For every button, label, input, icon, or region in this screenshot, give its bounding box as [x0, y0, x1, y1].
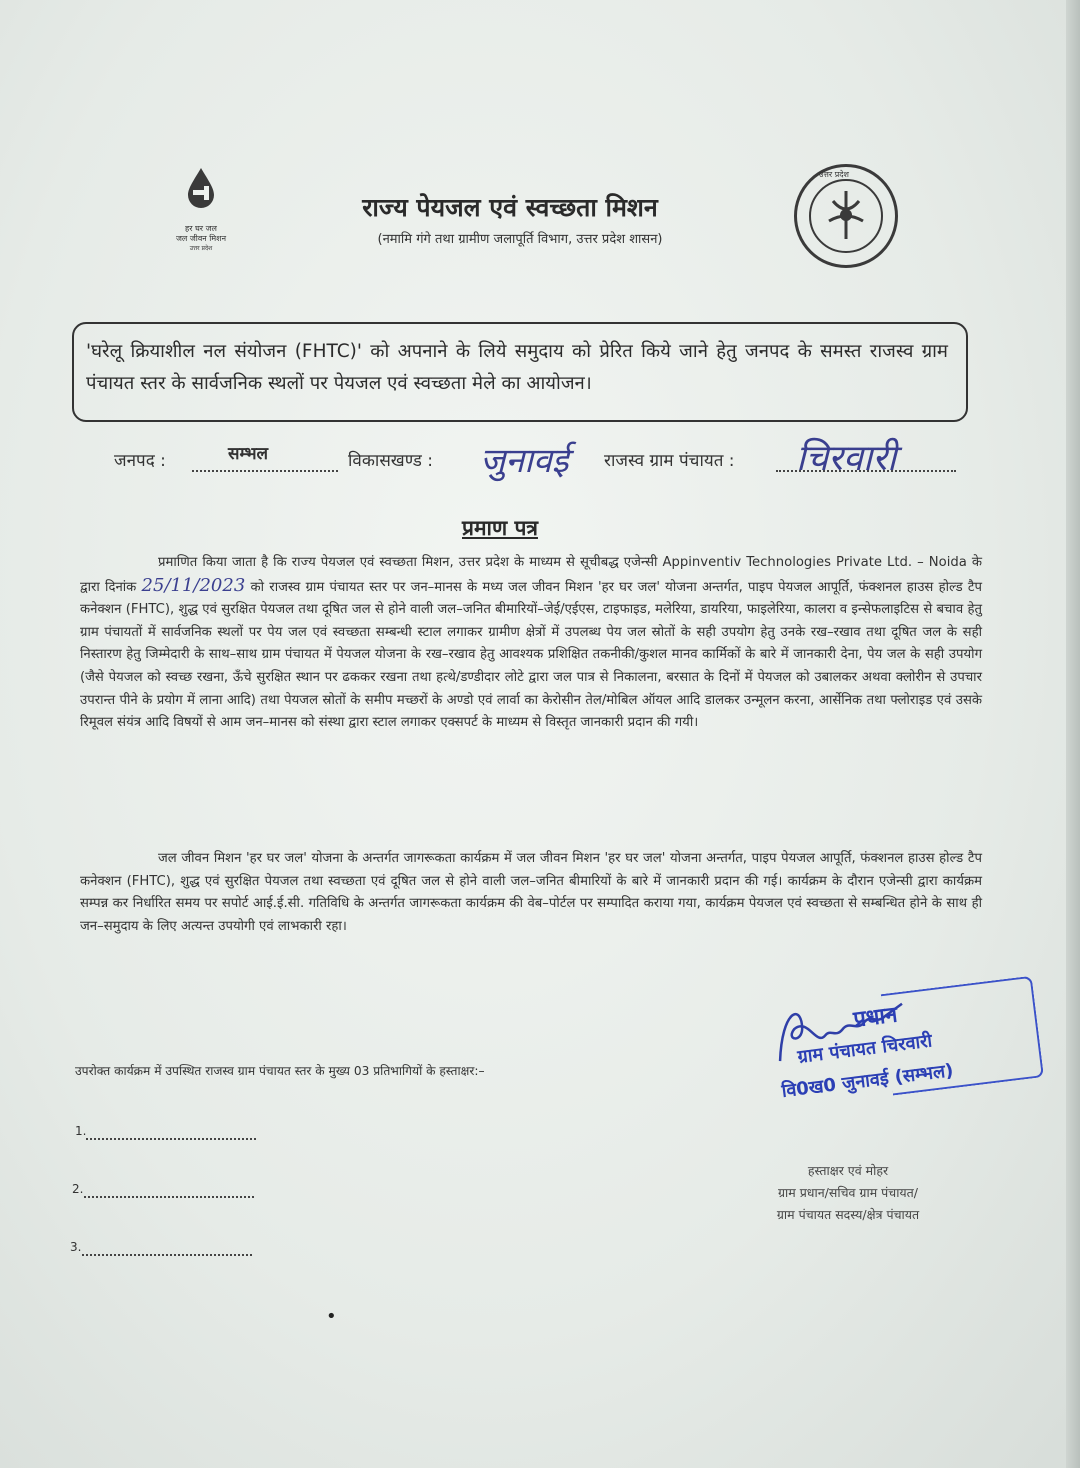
- signature-2-number: 2.: [72, 1182, 84, 1196]
- page-edge-shadow: [1066, 0, 1080, 1468]
- signature-3-line: [82, 1254, 252, 1256]
- signatory-block: [718, 1160, 978, 1226]
- signatory-line-3: ग्राम पंचायत सदस्य/क्षेत्र पंचायत: [776, 1207, 920, 1222]
- stamp-line-gram-panchayat: ग्राम पंचायत चिरवारी: [796, 1030, 934, 1068]
- certificate-paragraph-1: [80, 552, 982, 735]
- mission-title: राज्य पेयजल एवं स्वच्छता मिशन: [362, 193, 658, 222]
- para1-text-b: को राजस्व ग्राम पंचायत स्तर पर जन–मानस के मध्य जल जीवन मिशन 'हर घर जल' योजना अन्तर्गत, पाइप पेयजल आपूर्ति, फंक्शनल हाउस होल्ड टैप कनेक्शन (FHTC), शुद्ध एवं सुरक्षित पेयजल तथा दूषित जल से होने वाली जल–जनित बीमारियों–जेई/एईएस, टाइफाइड, मलेरिया, डायरिया, फाइलेरिया, कालरा व इन्सेफलाइटिस से बचाव हेतु ग्राम पंचायतों में सार्वजनिक स्थलों पर पेय जल एवं स्वच्छता सम्बन्धी स्टाल लगाकर ग्रामीण क्षेत्रों में उपलब्ध पेय जल स्रोतों के सही उपयोग हेतु उनके रख–रखाव तथा दूषित जल के सही निस्तारण हेतु जिम्मेदारी के साथ–साथ ग्राम पंचायत में पेयजल योजना के रख–रखाव हेतु आवश्यक प्रशिक्षित तकनीकी/कुशल मानव कार्मिकों के बारे में जानकारी देना, पेय जल के सही उपयोग (जैसे पेयजल को स्वच्छ रखना, ऊँचे सुरक्षित स्थान पर ढककर रखना तथा हत्थे/डण्डीदार लोटे द्वारा जल पात्र से निकालना, बरसात के दिनों में पेयजल को उबालकर अथवा क्लोरीन से उपचार उपरान्त पीने के प्रयोग में लाना आदि) तथा पेयजल स्रोतों के समीप मच्छरों के अण्डो एवं लार्वा का केरोसीन तेल/मोबिल ऑयल आदि डालकर उन्मूलन करना, आर्सेनिक तथा फ्लोराइड एवं उसके रिमूवल संयंत्र आदि विषयों से आम जन–मानस को संस्था द्वारा स्टाल लगाकर एक्सपर्ट के माध्यम से विस्तृत जानकारी प्रदान की गयी।: [80, 579, 982, 731]
- seal-inner-ring: [809, 179, 883, 253]
- block-value-handwritten: जुनावई: [480, 441, 569, 481]
- water-drop-icon: [184, 166, 218, 210]
- signature-1-line: [86, 1138, 256, 1140]
- logo-caption-2: जल जीवन मिशन: [175, 234, 227, 243]
- ink-mark: •: [326, 1306, 337, 1327]
- stamp-line-pradhan: प्रधान: [852, 1002, 899, 1033]
- logo-caption-1: हर घर जल: [185, 224, 217, 233]
- signatory-line-2: ग्राम प्रधान/सचिव ग्राम पंचायत/: [777, 1185, 919, 1200]
- block-label: विकासखण्ड :: [348, 451, 434, 471]
- para1-text-a: प्रमाणित किया जाता है कि राज्य पेयजल एवं स्वच्छता मिशन, उत्तर प्रदेश के माध्यम से सूचीबद्ध एजेन्सी Appinventiv Technologies Private Ltd. – Noida के द्वारा दिनांक: [80, 555, 982, 595]
- event-date-handwritten: 25/11/2023: [141, 574, 246, 596]
- stamp-line-block: वि0ख0 जुनावई (सम्भल): [780, 1060, 955, 1102]
- district-dotted-line: [192, 470, 338, 472]
- signature-1-number: 1.: [75, 1124, 87, 1138]
- panchayat-value-handwritten: चिरवारी: [796, 438, 897, 479]
- event-banner-text: 'घरेलू क्रियाशील नल संयोजन (FHTC)' को अपनाने के लिये समुदाय को प्रेरित किये जाने हेतु जनपद के समस्त राजस्व ग्राम पंचायत स्तर के सार्वजनिक स्थलों पर पेयजल एवं स्वच्छता मेले का आयोजन।: [86, 341, 948, 394]
- certificate-title: प्रमाण पत्र: [462, 516, 538, 540]
- seal-text: उत्तर प्रदेश: [819, 170, 849, 179]
- up-government-seal: [794, 164, 898, 268]
- certificate-paragraph-2: जल जीवन मिशन 'हर घर जल' योजना के अन्तर्गत जागरूकता कार्यक्रम में जल जीवन मिशन 'हर घर जल' योजना अन्तर्गत, पाइप पेयजल आपूर्ति, फंक्शनल हाउस होल्ड टैप कनेक्शन (FHTC), शुद्ध एवं सुरक्षित पेयजल तथा स्वच्छता एवं दूषित जल से होने वाली जल–जनित बीमारियों के बारे में जानकारी प्रदान की गई। कार्यक्रम के दौरान एजेन्सी द्वारा कार्यक्रम सम्पन्न कर निर्धारित समय पर सपोर्ट आई.ई.सी. गतिविधि के अन्तर्गत जागरूकता कार्यक्रम की वेब–पोर्टल पर सम्पादित कराया गया, कार्यक्रम पेयजल एवं स्वच्छता से सम्बन्धित होने के साथ ही जन–समुदाय के लिए अत्यन्त उपयोगी एवं लाभकारी रहा।: [80, 851, 983, 934]
- mission-subtitle: (नमामि गंगे तथा ग्रामीण जलापूर्ति विभाग, उत्तर प्रदेश शासन): [377, 232, 663, 247]
- panchayat-label: राजस्व ग्राम पंचायत :: [604, 451, 735, 471]
- jal-jeevan-mission-logo: [158, 166, 244, 258]
- signature-2-line: [84, 1196, 254, 1198]
- district-value: सम्भल: [228, 444, 269, 464]
- pradhan-stamp: [762, 976, 1045, 1130]
- logo-caption-3: उत्तर प्रदेश: [189, 245, 213, 252]
- seal-emblem-icon: [811, 181, 881, 251]
- signatory-line-1: हस्ताक्षर एवं मोहर: [807, 1163, 889, 1178]
- district-label: जनपद :: [114, 451, 166, 471]
- signature-3-number: 3.: [70, 1240, 82, 1254]
- attendance-note: उपरोक्त कार्यक्रम में उपस्थित राजस्व ग्राम पंचायत स्तर के मुख्य 03 प्रतिभागियों के हस्ताक्षर:–: [75, 1064, 485, 1078]
